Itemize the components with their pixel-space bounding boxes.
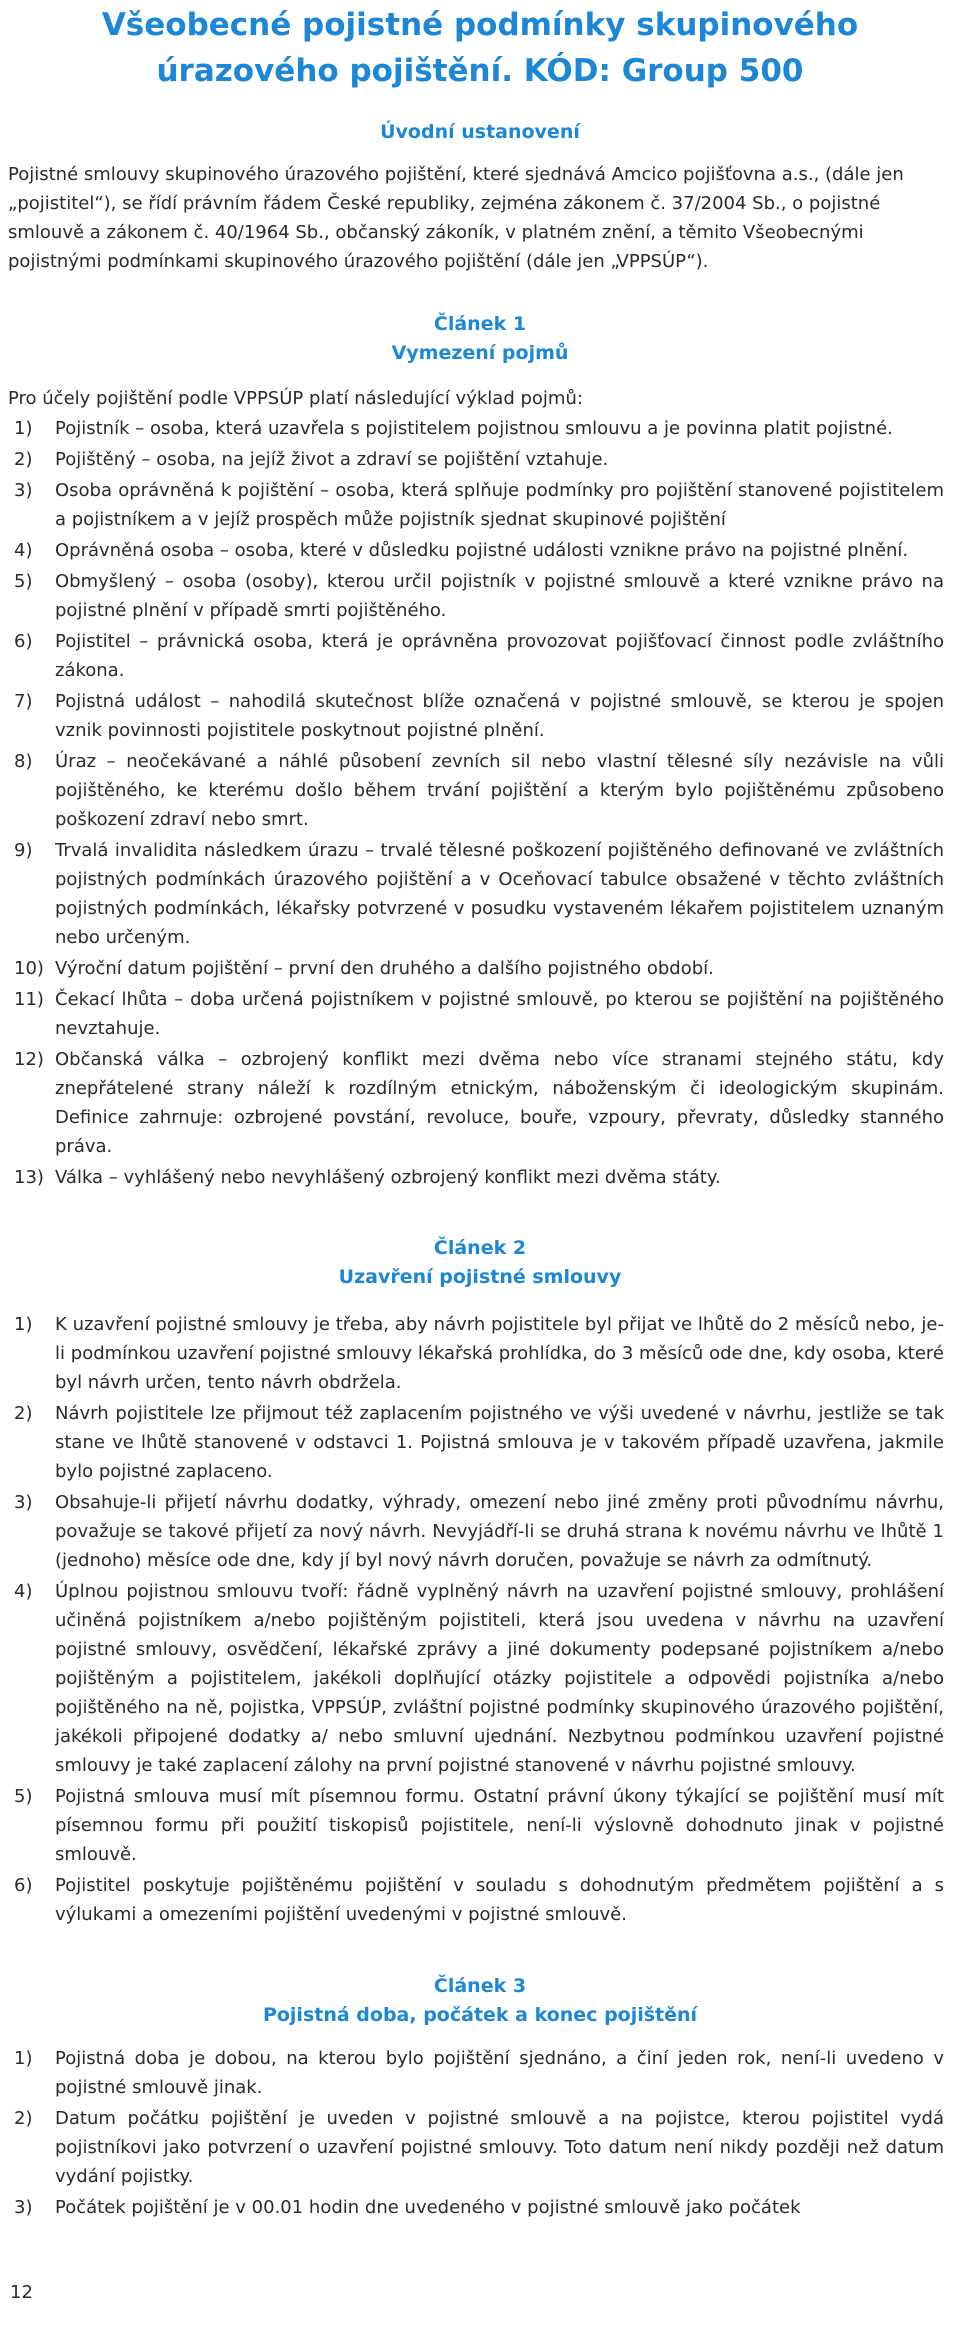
list-item bbox=[0, 747, 944, 834]
list-item bbox=[0, 1399, 944, 1486]
list-item bbox=[0, 1871, 944, 1929]
item-text: Válka – vyhlášený nebo nevyhlášený ozbrojený konflikt mezi dvěma státy. bbox=[55, 1167, 721, 1188]
list-item bbox=[0, 836, 944, 952]
item-text: Pojistná smlouva musí mít písemnou formu. Ostatní právní úkony týkající se pojištění musí mít písemnou formu při použití tiskopisů pojistitele, není-li výslovně dohodnuto jinak v pojistné smlouvě. bbox=[55, 1786, 944, 1865]
document-title: Všeobecné pojistné podmínky skupinového úrazového pojištění. KÓD: Group 500 bbox=[101, 7, 859, 89]
item-text: Úplnou pojistnou smlouvu tvoří: řádně vyplněný návrh na uzavření pojistné smlouvy, prohlášení učiněná pojistníkem a/nebo pojištěným pojistiteli, která jsou uvedena v návrhu na uzavření pojistné smlouvy, osvědčení, lékařské zprávy a jiné dokumenty podepsané pojistníkem a/nebo pojištěným a pojistitelem, jakékoli doplňující otázky pojistitele a odpovědi pojistníka a/nebo pojištěného na ně, pojistka, VPPSÚP, zvláštní pojistné podmínky skupinového úrazového pojištění, jakékoli připojené dodatky a/ nebo smluvní ujednání. Nezbytnou podmínkou uzavření pojistné smlouvy je také zaplacení zálohy na první pojistné stanovené v návrhu pojistné smlouvy. bbox=[55, 1581, 944, 1776]
list-item bbox=[0, 2193, 944, 2222]
list-item bbox=[0, 1045, 944, 1161]
article-3-number: Článek 3 bbox=[433, 1975, 527, 1997]
item-number: 3) bbox=[14, 2197, 33, 2218]
article-1-number: Článek 1 bbox=[433, 313, 527, 335]
item-number: 11) bbox=[14, 989, 44, 1010]
item-text: Pojistitel – právnická osoba, která je oprávněna provozovat pojišťovací činnost podle zvláštního zákona. bbox=[55, 631, 944, 681]
item-number: 2) bbox=[14, 449, 33, 470]
item-number: 6) bbox=[14, 631, 33, 652]
item-text: Obmyšlený – osoba (osoby), kterou určil pojistník v pojistné smlouvě a které vznikne právo na pojistné plnění v případě smrti pojištěného. bbox=[55, 571, 944, 621]
article-1-title: Vymezení pojmů bbox=[391, 342, 569, 364]
list-item bbox=[0, 954, 944, 983]
item-number: 5) bbox=[14, 1786, 33, 1807]
article-1-list bbox=[0, 414, 944, 1194]
item-text: Datum počátku pojištění je uveden v pojistné smlouvě a na pojistce, kterou pojistitel vydá pojistníkovi jako potvrzení o uzavření pojistné smlouvy. Toto datum není nikdy později než datum vydání pojistky. bbox=[55, 2108, 944, 2187]
list-item bbox=[0, 1310, 944, 1397]
item-text: Počátek pojištění je v 00.01 hodin dne uvedeného v pojistné smlouvě jako počátek bbox=[55, 2197, 801, 2218]
item-text: Výroční datum pojištění – první den druhého a dalšího pojistného období. bbox=[55, 958, 714, 979]
item-number: 1) bbox=[14, 418, 33, 439]
item-text: Oprávněná osoba – osoba, které v důsledku pojistné události vznikne právo na pojistné plnění. bbox=[55, 540, 909, 561]
item-text: Pojistná doba je dobou, na kterou bylo pojištění sjednáno, a činí jeden rok, není-li uvedeno v pojistné smlouvě jinak. bbox=[55, 2048, 944, 2098]
item-number: 7) bbox=[14, 691, 33, 712]
list-item bbox=[0, 687, 944, 745]
intro-paragraph: Pojistné smlouvy skupinového úrazového pojištění, které sjednává Amcico pojišťovna a.s., (dále jen „pojistitel“), se řídí právním řádem České republiky, zejména zákonem č. 37/2004 Sb., o pojistné smlouvě a zákonem č. 40/1964 Sb., občanský zákoník, v platném znění, a těmito Všeobecnými pojistnými podmínkami skupinového úrazového pojištění (dále jen „VPPSÚP“). bbox=[8, 164, 904, 272]
item-text: K uzavření pojistné smlouvy je třeba, aby návrh pojistitele byl přijat ve lhůtě do 2 měsíců nebo, je-li podmínkou uzavření pojistné smlouvy lékařská prohlídka, do 3 měsíců ode dne, kdy osoba, které byl návrh určen, tento návrh obdržela. bbox=[55, 1314, 944, 1393]
item-text: Pojistník – osoba, která uzavřela s pojistitelem pojistnou smlouvu a je povinna platit pojistné. bbox=[55, 418, 893, 439]
list-item bbox=[0, 1488, 944, 1575]
item-text: Obsahuje-li přijetí návrhu dodatky, výhrady, omezení nebo jiné změny proti původnímu návrhu, považuje se takové přijetí za nový návrh. Nevyjádří-li se druhá strana k novému návrhu ve lhůtě 1 (jednoho) měsíce ode dne, kdy jí byl nový návrh doručen, považuje se návrh za odmítnutý. bbox=[55, 1492, 944, 1571]
intro-heading: Úvodní ustanovení bbox=[380, 121, 580, 143]
list-item bbox=[0, 627, 944, 685]
item-text: Pojistná událost – nahodilá skutečnost blíže označená v pojistné smlouvě, se kterou je spojen vznik povinnosti pojistitele poskytnout pojistné plnění. bbox=[55, 691, 944, 741]
list-item bbox=[0, 985, 944, 1043]
article-2-title: Uzavření pojistné smlouvy bbox=[338, 1266, 622, 1288]
item-number: 3) bbox=[14, 480, 33, 501]
article-3-title: Pojistná doba, počátek a konec pojištění bbox=[262, 2004, 698, 2026]
article-3-list bbox=[0, 2044, 944, 2224]
list-item bbox=[0, 1163, 944, 1192]
item-number: 5) bbox=[14, 571, 33, 592]
page-number: 12 bbox=[10, 2282, 33, 2303]
item-text: Trvalá invalidita následkem úrazu – trvalé tělesné poškození pojištěného definované ve zvláštních pojistných podmínkách úrazového pojištění a v Oceňovací tabulce obsažené v těchto zvláštních pojistných podmínkách, lékařsky potvrzené v posudku vystaveném lékařem pojistitelem uznaným nebo určeným. bbox=[55, 840, 944, 948]
item-number: 2) bbox=[14, 2108, 33, 2129]
item-text: Občanská válka – ozbrojený konflikt mezi dvěma nebo více stranami stejného státu, kdy znepřátelené strany náleží k rozdílným etnickým, náboženským či ideologickým skupinám. Definice zahrnuje: ozbrojené povstání, revoluce, bouře, vzpoury, převraty, důsledky stanného práva. bbox=[55, 1049, 944, 1157]
list-item bbox=[0, 536, 944, 565]
item-text: Pojištěný – osoba, na jejíž život a zdraví se pojištění vztahuje. bbox=[55, 449, 609, 470]
item-number: 1) bbox=[14, 2048, 33, 2069]
list-item bbox=[0, 2104, 944, 2191]
article-1-lead: Pro účely pojištění podle VPPSÚP platí následující výklad pojmů: bbox=[8, 388, 583, 409]
list-item bbox=[0, 476, 944, 534]
item-text: Osoba oprávněná k pojištění – osoba, která splňuje podmínky pro pojištění stanovené pojistitelem a pojistníkem a v jejíž prospěch může pojistník sjednat skupinové pojištění bbox=[55, 480, 944, 530]
list-item bbox=[0, 414, 944, 443]
item-text: Čekací lhůta – doba určená pojistníkem v pojistné smlouvě, po kterou se pojištění na pojištěného nevztahuje. bbox=[55, 989, 944, 1039]
item-number: 6) bbox=[14, 1875, 33, 1896]
list-item bbox=[0, 567, 944, 625]
item-number: 13) bbox=[14, 1167, 44, 1188]
list-item bbox=[0, 445, 944, 474]
item-text: Pojistitel poskytuje pojištěnému pojištění v souladu s dohodnutým předmětem pojištění a s výlukami a omezeními pojištění uvedenými v pojistné smlouvě. bbox=[55, 1875, 944, 1925]
list-item bbox=[0, 2044, 944, 2102]
item-number: 3) bbox=[14, 1492, 33, 1513]
article-2-number: Článek 2 bbox=[433, 1237, 527, 1259]
item-number: 8) bbox=[14, 751, 33, 772]
item-text: Návrh pojistitele lze přijmout též zaplacením pojistného ve výši uvedené v návrhu, jestliže se tak stane ve lhůtě stanovené v odstavci 1. Pojistná smlouva je v takovém případě uzavřena, jakmile bylo pojistné zaplaceno. bbox=[55, 1403, 944, 1482]
item-number: 9) bbox=[14, 840, 33, 861]
item-text: Úraz – neočekávané a náhlé působení zevních sil nebo vlastní tělesné síly nezávisle na vůli pojištěného, ke kterému došlo během trvání pojištění a kterým bylo pojištěnému způsobeno poškození zdraví nebo smrt. bbox=[55, 751, 944, 830]
item-number: 12) bbox=[14, 1049, 44, 1070]
item-number: 1) bbox=[14, 1314, 33, 1335]
item-number: 2) bbox=[14, 1403, 33, 1424]
article-2-list bbox=[0, 1310, 944, 1931]
item-number: 4) bbox=[14, 540, 33, 561]
item-number: 4) bbox=[14, 1581, 33, 1602]
list-item bbox=[0, 1782, 944, 1869]
list-item bbox=[0, 1577, 944, 1780]
item-number: 10) bbox=[14, 958, 44, 979]
